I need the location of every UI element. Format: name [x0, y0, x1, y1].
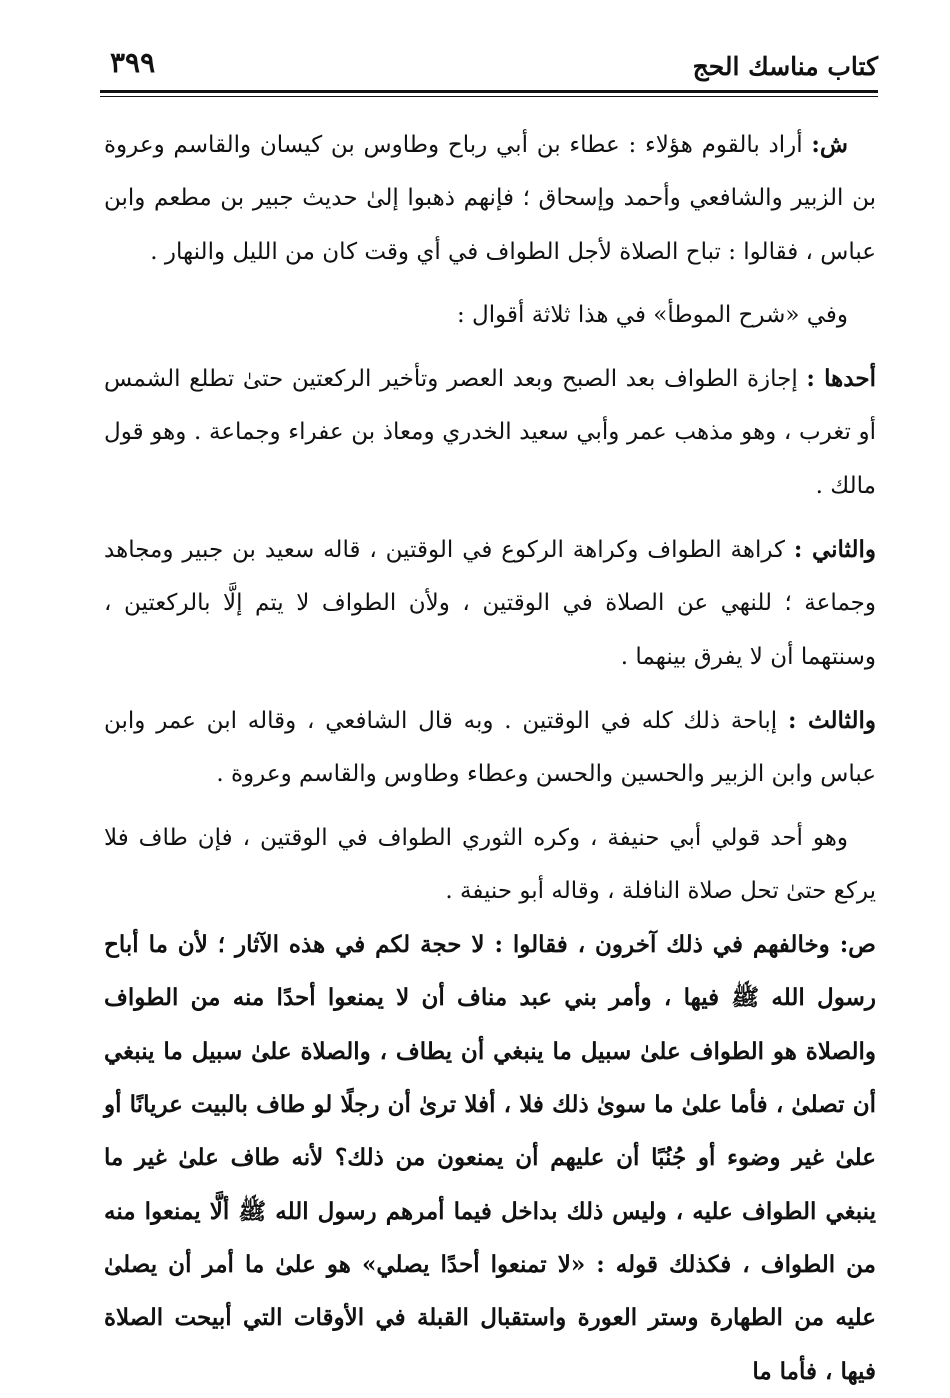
paragraph-lead: أحدها :	[806, 365, 876, 393]
paragraph-commentary	[104, 118, 876, 279]
paragraph-text: ص: وخالفهم في ذلك آخرون ، فقالوا : لا حجة لكم في هذه الآثار ؛ لأن ما أباح رسول الله ﷺ فيها ، وأمر بني عبد مناف أن لا يمنعوا أحدًا منه من الطواف والصلاة هو الطواف علىٰ سبيل ما ينبغي أن يطاف ، والصلاة علىٰ سبيل ما ينبغي أن تصلىٰ ، فأما علىٰ ما سوىٰ ذلك فلا ، أفلا ترىٰ أن رجلًا لو طاف بالبيت عريانًا أو علىٰ غير وضوء أو جُنُبًا أن عليهم أن يمنعون من ذلك؟ لأنه طاف علىٰ غير ما ينبغي الطواف عليه ، وليس ذلك بداخل فيما أمرهم رسول الله ﷺ ألَّا يمنعوا منه من الطواف ، فكذلك قوله : «لا تمنعوا أحدًا يصلي» هو علىٰ ما أمر أن يصلىٰ عليه من الطهارة وستر العورة واستقبال القبلة في الأوقات التي أبيحت الصلاة فيها ، فأما ما	[104, 931, 876, 1385]
paragraph-text: كراهة الطواف وكراهة الركوع في الوقتين ، قاله سعيد بن جبير ومجاهد وجماعة ؛ للنهي عن الصلاة في الوقتين ، ولأن الطواف لا يتم إلَّا بالركعتين ، وسنتهما أن لا يفرق بينهما .	[104, 537, 876, 670]
paragraph-text: وهو أحد قولي أبي حنيفة ، وكره الثوري الطواف في الوقتين ، فإن طاف فلا يركع حتىٰ تحل صلاة النافلة ، وقاله أبو حنيفة .	[104, 824, 876, 904]
paragraph-text: أراد بالقوم هؤلاء : عطاء بن أبي رباح وطاوس بن كيسان والقاسم وعروة بن الزبير والشافعي وأحمد وإسحاق ؛ فإنهم ذهبوا إلىٰ حديث جبير بن مطعم وابن عباس ، فقالوا : تباح الصلاة لأجل الطواف في أي وقت كان من الليل والنهار .	[104, 132, 876, 265]
body-text	[104, 118, 876, 1398]
paragraph-lead: ش:	[811, 131, 848, 158]
paragraph-text: إباحة ذلك كله في الوقتين . وبه قال الشافعي ، وقاله ابن عمر وابن عباس وابن الزبير والحسين والحسن وعطاء وطاوس والقاسم وعروة .	[104, 707, 876, 788]
page-number: ٣٩٩	[110, 46, 156, 79]
paragraph-lead: والثالث :	[787, 706, 876, 734]
paragraph-first-opinion	[104, 352, 876, 513]
header-rule-thin	[100, 96, 878, 97]
paragraph-third-opinion	[104, 694, 876, 802]
paragraph-text: إجازة الطواف بعد الصبح وبعد العصر وتأخير الركعتين حتىٰ تطلع الشمس أو تغرب ، وهو مذهب عمر وأبي سعيد الخدري ومعاذ بن عفراء وجماعة . وهو قول مالك .	[104, 366, 876, 499]
paragraph-main-text	[104, 918, 876, 1398]
paragraph-intro	[104, 289, 876, 342]
paragraph-abu-hanifa	[104, 812, 876, 919]
header-rule-thick	[100, 90, 878, 93]
paragraph-lead: والثاني :	[793, 536, 877, 564]
paragraph-text: وفي «شرح الموطأ» في هذا ثلاثة أقوال :	[456, 301, 848, 328]
paragraph-second-opinion	[104, 523, 876, 684]
book-title: كتاب مناسك الحج	[692, 52, 878, 81]
page-header	[100, 42, 878, 92]
